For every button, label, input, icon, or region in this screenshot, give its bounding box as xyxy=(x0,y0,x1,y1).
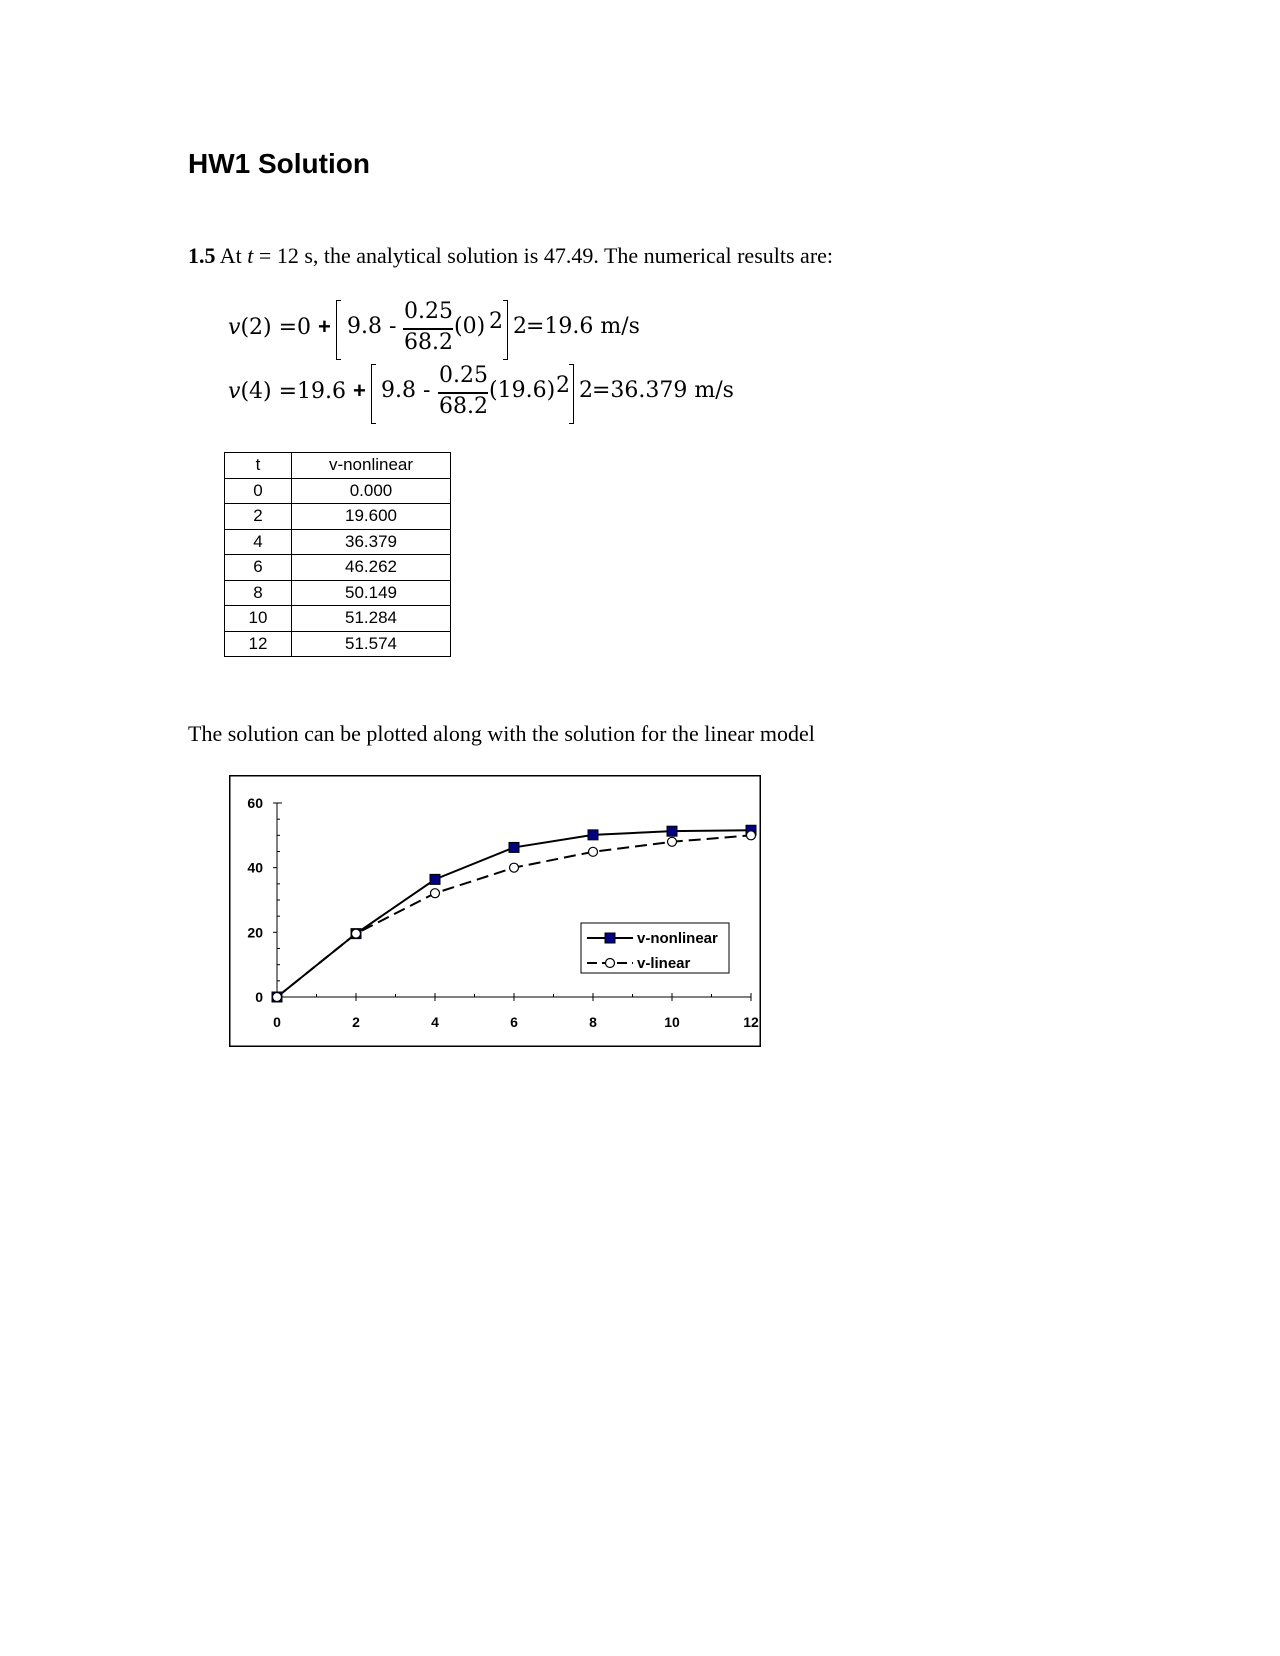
y-tick-label: 20 xyxy=(247,924,263,941)
velocity-chart xyxy=(229,775,761,1047)
table-cell: 2 xyxy=(225,504,292,530)
intro-variable: t xyxy=(247,243,254,268)
data-point-v-nonlinear xyxy=(509,842,519,852)
eq-denominator: 68.2 xyxy=(404,330,453,355)
eq-numerator: 0.25 xyxy=(404,299,453,324)
eq-constant: 9.8 - xyxy=(347,314,397,339)
eq-initial: =0 xyxy=(271,315,319,340)
data-point-v-linear xyxy=(431,889,440,898)
eq-plus: + xyxy=(318,314,331,339)
table-row xyxy=(225,504,451,530)
table-cell: 10 xyxy=(225,606,292,632)
eq-argument: (4) xyxy=(240,379,272,404)
eq-denominator: 68.2 xyxy=(439,394,488,419)
table-row xyxy=(225,478,451,504)
table-row xyxy=(225,529,451,555)
table-header-row xyxy=(225,453,451,479)
data-point-v-linear xyxy=(510,863,519,872)
table-cell: 50.149 xyxy=(292,580,451,606)
eq-function: v xyxy=(228,379,241,404)
eq-result: =19.6 m/s xyxy=(526,314,640,339)
table-cell: 4 xyxy=(225,529,292,555)
data-point-v-linear xyxy=(273,993,282,1002)
data-point-v-linear xyxy=(668,837,677,846)
x-tick-label: 10 xyxy=(664,1014,680,1030)
x-tick-label: 12 xyxy=(743,1014,759,1030)
table-row xyxy=(225,631,451,657)
page-title: HW1 Solution xyxy=(188,148,370,179)
legend-label: v-linear xyxy=(637,955,691,972)
table-cell: 46.262 xyxy=(292,555,451,581)
table-row xyxy=(225,580,451,606)
intro-paragraph xyxy=(188,243,833,269)
table-header-v-nonlinear: v-nonlinear xyxy=(292,453,451,479)
eq-step: 2 xyxy=(513,314,527,339)
table-row xyxy=(225,606,451,632)
x-tick-label: 2 xyxy=(352,1014,360,1030)
y-tick-label: 0 xyxy=(255,989,263,1005)
table-cell: 51.574 xyxy=(292,631,451,657)
legend-label: v-nonlinear xyxy=(637,930,718,947)
x-tick-label: 0 xyxy=(273,1014,281,1030)
table-row xyxy=(225,555,451,581)
eq-exponent: 2 xyxy=(556,373,570,398)
eq-plus: + xyxy=(353,378,366,403)
eq-paren-value: (0) xyxy=(454,314,486,339)
data-point-v-nonlinear xyxy=(667,826,677,836)
eq-argument: (2) xyxy=(240,315,272,340)
table-cell: 0 xyxy=(225,478,292,504)
chart-frame xyxy=(230,776,761,1047)
intro-prefix: At xyxy=(215,243,248,268)
x-tick-label: 4 xyxy=(431,1014,439,1030)
y-tick-label: 60 xyxy=(247,795,263,811)
y-tick-label: 40 xyxy=(247,859,263,876)
table-header-t: t xyxy=(225,453,292,479)
eq-step: 2 xyxy=(579,378,593,403)
eq-constant: 9.8 - xyxy=(381,378,431,403)
data-point-v-linear xyxy=(747,831,756,840)
data-point-v-linear xyxy=(589,847,598,856)
eq-numerator: 0.25 xyxy=(439,363,488,388)
table-cell: 8 xyxy=(225,580,292,606)
eq-paren-value: (19.6) xyxy=(489,378,556,403)
data-point-v-nonlinear xyxy=(430,874,440,884)
table-cell: 0.000 xyxy=(292,478,451,504)
table-cell: 36.379 xyxy=(292,529,451,555)
eq-result: =36.379 m/s xyxy=(592,378,734,403)
data-point-v-nonlinear xyxy=(588,830,598,840)
legend-swatch-marker xyxy=(606,959,615,968)
eq-exponent: 2 xyxy=(489,309,503,334)
x-tick-label: 6 xyxy=(510,1014,518,1030)
results-table xyxy=(224,452,451,657)
intro-text: = 12 s, the analytical solution is 47.49. The numerical results are: xyxy=(253,243,834,268)
table-cell: 19.600 xyxy=(292,504,451,530)
table-cell: 51.284 xyxy=(292,606,451,632)
plot-caption: The solution can be plotted along with the solution for the linear model xyxy=(188,721,815,746)
table-cell: 6 xyxy=(225,555,292,581)
data-point-v-linear xyxy=(352,929,361,938)
problem-number: 1.5 xyxy=(188,243,216,268)
eq-function: v xyxy=(228,315,241,340)
x-tick-label: 8 xyxy=(589,1014,597,1030)
eq-initial: =19.6 xyxy=(271,379,354,404)
table-cell: 12 xyxy=(225,631,292,657)
legend-swatch-marker xyxy=(605,933,615,943)
